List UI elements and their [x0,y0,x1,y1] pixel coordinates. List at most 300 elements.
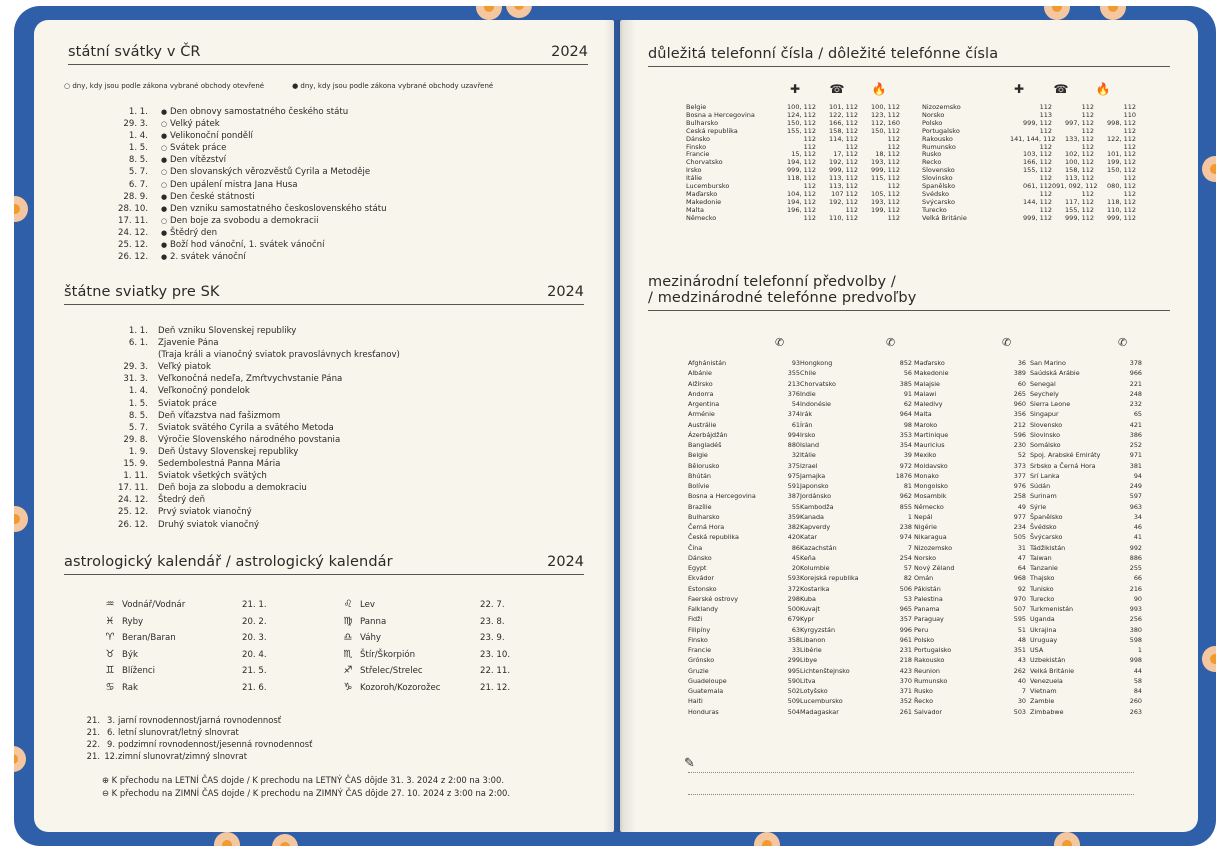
prefix-country: Rakousko [914,656,945,665]
holiday-name: Sviatok všetkých svätých [158,471,267,482]
fire-number: 999, 112 [1107,213,1136,222]
prefix-row [914,614,1026,624]
prefix-row [1030,594,1142,604]
prefix-code: 389 [1013,369,1026,378]
ambulance-number: 155, 112 [787,126,816,135]
prefix-country: Taiwan [1030,553,1052,562]
prefix-row [1030,655,1142,665]
prefix-row [800,635,912,645]
holiday-row [118,215,387,227]
prefix-code: 258 [1013,492,1026,501]
prefix-code: 51 [1017,625,1026,634]
holiday-date: 29. 8. [123,434,148,445]
legend-open: ○ dny, kdy jsou podle zákona vybrané obchody otevřené [64,82,265,90]
prefixes-column-2 [800,358,912,717]
fire-number: 112 [1123,126,1136,135]
prefix-row [914,635,1026,645]
prefix-row [1030,461,1142,471]
dst-winter: ⊖ K přechodu na ZIMNÍ ČAS dojde / K prechodu na ZIMNÝ ČAS dôjde 27. 10. 2024 z 3:00 na 2:00. [102,787,511,798]
prefix-country: Švédsko [1030,523,1057,531]
holiday-date: 1. 9. [128,446,148,457]
prefix-row [688,522,800,532]
holiday-row [118,337,400,349]
holiday-name: Deň boja za slobodu a demokraciu [158,483,307,494]
holiday-date: 26. 12. [118,252,149,263]
prefix-row [688,584,800,594]
prefix-code: 972 [899,461,912,470]
prefix-code: 356 [1013,410,1026,419]
holiday-date: 17. 11. [118,215,149,226]
police-number: 158, 112 [1065,166,1094,175]
legend-closed: ● dny, kdy jsou podle zákona vybrané obchody uzavřené [292,82,494,90]
phone-country: Španělsko [922,183,956,191]
prefix-country: Slovinsko [1030,430,1061,439]
prefix-row [914,430,1026,440]
prefix-row [914,512,1026,522]
prefix-country: Belgie [688,451,708,460]
prefix-code: 66 [1133,574,1142,583]
prefix-code: 1876 [895,471,912,480]
phone-country: Turecko [922,206,947,214]
prefix-code: 32 [791,451,800,460]
prefix-row [688,450,800,460]
prefix-row [1030,379,1142,389]
prefix-country: San Marino [1030,359,1066,367]
prefix-code: 43 [1017,656,1026,665]
prefix-code: 965 [899,605,912,613]
prefixes-header [648,274,1170,311]
zodiac-sign-icon: ♈ [105,632,115,644]
prefix-country: Seychely [1030,389,1059,398]
prefix-row [800,686,912,696]
prefix-row [800,358,912,368]
prefix-country: Finsko [688,635,708,644]
prefix-code: 595 [1013,615,1026,624]
prefix-code: 20 [791,564,800,572]
prefix-row [688,676,800,686]
prefix-row [800,666,912,676]
prefix-country: Tanzanie [1030,564,1058,572]
prefix-row [688,368,800,378]
prefix-code: 593 [787,574,800,583]
prefixes-column-3 [914,358,1026,717]
prefix-country: Dánsko [688,553,712,562]
prefix-code: 880 [787,441,800,449]
prefix-country: Srbsko a Černá Hora [1030,461,1096,470]
prefix-code: 378 [1129,359,1142,367]
zodiac-name: Rak [122,682,139,693]
prefix-code: 213 [787,379,800,388]
season-row [86,714,312,726]
holiday-date: 31. 3. [123,374,148,385]
prefix-code: 265 [1013,389,1026,398]
phone-country: Švédsko [922,190,949,198]
zodiac-sign-icon: ♊ [105,665,115,677]
police-number: 192, 112 [829,158,858,167]
prefix-code: 359 [787,512,800,521]
prefix-row [914,481,1026,491]
prefix-row [1030,522,1142,532]
ambulance-number: 112 [803,134,816,143]
phone-country: Slovensko [922,167,955,175]
prefix-row [688,604,800,614]
holiday-name: Štedrý deň [158,495,206,506]
holiday-date: 8. 5. [128,410,148,421]
prefix-row [688,502,800,512]
prefix-row [1030,666,1142,676]
holiday-row [118,373,400,385]
phone-country: Norsko [922,111,945,119]
prefix-code: 81 [903,482,912,490]
prefix-country: Kuvajt [800,605,820,613]
phone-row [922,104,1136,112]
prefix-row [800,399,912,409]
prefix-code: 61 [791,420,800,429]
zodiac-sign-icon: ♉ [105,648,115,660]
prefix-row [688,696,800,706]
holiday-date [118,349,158,361]
prefix-country: Peru [914,625,929,634]
holiday-name: Den boje za svobodu a demokracii [170,215,319,226]
season-month: 12. [104,751,118,761]
zodiac-sign-icon: ♓ [105,615,115,627]
holiday-date: 15. 9. [123,459,148,470]
prefix-row [1030,543,1142,553]
prefix-code: 963 [1129,502,1142,511]
prefix-code: 7 [1021,687,1026,695]
prefix-row [1030,625,1142,635]
prefix-country: Paraguay [914,615,944,624]
phone-row [686,207,900,215]
prefix-code: 976 [1013,482,1026,490]
prefix-country: Austrálie [688,420,717,429]
flower-decoration [1044,6,1070,20]
prefix-code: 998 [1129,656,1142,665]
flower-decoration [1202,646,1216,672]
prefix-country: Saúdská Arábie [1030,369,1080,378]
prefix-country: Srí Lanka [1030,471,1060,480]
season-row [86,738,312,750]
holiday-name: Velikonoční pondělí [170,131,253,142]
prefix-code: 974 [899,533,912,542]
police-number: 107 112 [831,189,858,198]
prefix-row [800,625,912,635]
prefix-code: 49 [1017,502,1026,511]
prefix-country: Albánie [688,369,712,378]
season-row [86,750,312,762]
fire-number: 18, 112 [875,150,900,159]
phone-country: Dánsko [686,135,711,143]
holiday-date: 1. 5. [128,398,148,409]
phone-country: Lucembursko [686,183,730,191]
prefix-country: Filipíny [688,625,711,634]
phone-country: Polsko [922,119,943,127]
prefix-code: 598 [1129,635,1142,644]
phones-title: důležitá telefonní čísla / dôležité telefónne čísla [648,46,999,62]
notes-line[interactable] [688,772,1134,773]
zodiac-date: 21. 1. [242,600,267,610]
prefix-country: Gruzie [688,666,709,675]
prefix-code: 231 [899,646,912,654]
prefix-row [688,461,800,471]
prefix-code: 34 [1133,512,1142,521]
holiday-shop-marker: ○ [160,144,168,153]
holiday-date: 6. 7. [128,179,148,190]
fire-number: 112 [1123,174,1136,183]
prefix-country: Salvador [914,707,943,716]
holiday-shop-marker: ● [160,204,168,213]
holiday-row [118,506,400,518]
holiday-name: Deň vzniku Slovenskej republiky [158,326,297,336]
phone-row [686,128,900,136]
fire-number: 080, 112 [1107,182,1136,191]
prefix-row [1030,686,1142,696]
prefix-code: 256 [1129,615,1142,624]
prefix-code: 355 [787,369,800,378]
holiday-name: Den slovanských věrozvěstů Cyrila a Metoděje [170,167,371,178]
prefix-country: Maledivy [914,400,943,408]
holiday-row [118,385,400,397]
flower-decoration [14,196,28,222]
holiday-name: Svátek práce [170,143,227,154]
prefixes-title-2: / medzinárodné telefónne predvoľby [648,290,917,306]
prefix-row [1030,358,1142,368]
prefix-code: 380 [1129,625,1142,634]
prefix-row [914,409,1026,419]
prefix-country: Černá Hora [688,523,725,531]
prefix-row [914,358,1026,368]
zodiac-name: Beran/Baran [122,633,176,644]
holiday-date: 25. 12. [118,507,149,518]
phone-country: Rakousko [922,135,953,143]
phone-icon: ✆ [1118,336,1128,349]
prefix-row [914,666,1026,676]
prefix-row [914,686,1026,696]
prefix-country: Maroko [914,420,938,429]
zodiac-row [336,647,516,664]
holiday-shop-marker: ● [160,108,168,116]
prefix-country: Alžírsko [688,379,713,388]
prefix-row [914,543,1026,553]
phone-country: Maďarsko [686,190,718,198]
holiday-name: Deň víťazstva nad fašizmom [158,410,281,421]
prefix-row [914,707,1026,717]
prefix-row [800,522,912,532]
prefix-row [688,532,800,542]
police-number: 112 [1081,142,1094,151]
prefix-row [1030,614,1142,624]
prefix-code: 855 [899,502,912,511]
fire-number: 998, 112 [1107,118,1136,127]
holiday-shop-marker: ● [160,132,168,141]
prefix-country: Malajsie [914,379,940,388]
prefix-code: 504 [787,707,800,716]
phone-row [686,136,900,144]
police-number: 113, 112 [1065,174,1094,183]
prefix-row [1030,573,1142,583]
prefix-row [1030,645,1142,655]
prefix-country: Lucembursko [800,697,843,706]
prefix-country: Martinique [914,430,949,439]
prefix-code: 387 [787,492,800,501]
prefix-country: Grónsko [688,656,715,665]
season-month: 6. [107,727,115,737]
ambulance-number: 999, 112 [1023,118,1052,127]
prefix-row [914,594,1026,604]
fire-number: 112 [1123,142,1136,151]
zodiac-row [98,680,278,697]
flower-decoration [1202,156,1216,182]
prefix-country: Litva [800,676,816,685]
prefix-code: 45 [791,553,800,562]
prefix-row [1030,420,1142,430]
prefix-country: Arménie [688,410,715,419]
prefix-country: Falklandy [688,605,719,613]
police-number: 113, 112 [829,174,858,183]
fire-number: 112 [887,142,900,151]
prefix-country: Guatemala [688,687,724,695]
prefix-row [800,563,912,573]
fire-number: 101, 112 [1107,150,1136,159]
fire-number: 150, 112 [871,126,900,135]
police-icon: ☎ [1053,82,1069,96]
holiday-row [118,494,400,506]
phone-row [922,215,1136,223]
zodiac-sign-icon: ♎ [343,632,353,644]
prefix-row [914,604,1026,614]
prefix-country: Rusko [914,687,933,695]
holiday-date: 17. 11. [118,483,149,494]
holiday-row [118,130,387,142]
holiday-date: 1. 1. [128,326,148,336]
prefix-row [914,553,1026,563]
phone-row [922,120,1136,128]
prefix-country: Tunisko [1030,584,1054,593]
prefix-country: Rumunsko [914,676,948,685]
prefix-code: 386 [1129,430,1142,439]
police-number: 133, 112 [1065,134,1094,143]
zodiac-row [98,614,278,631]
prefix-code: 502 [787,687,800,695]
prefix-country: Somálsko [1030,441,1061,449]
prefix-row [800,532,912,542]
prefix-country: Turkmenistán [1030,605,1074,613]
prefix-row [914,399,1026,409]
police-number: 114, 112 [829,134,858,143]
holiday-date: 1. 11. [123,471,148,482]
prefix-code: 64 [1017,564,1026,572]
prefixes-title-1: mezinárodní telefonní předvolby / [648,274,896,290]
phone-country: Malta [686,206,704,214]
prefix-code: 960 [1013,400,1026,408]
prefix-code: 232 [1129,400,1142,408]
zodiac-name: Panna [360,616,387,627]
police-number: 102, 112 [1065,150,1094,159]
holiday-date: 5. 7. [128,422,148,433]
holiday-name: Štědrý den [170,227,218,238]
holiday-date: 6. 1. [128,338,148,349]
prefix-code: 31 [1017,543,1026,552]
prefix-code: 238 [899,523,912,531]
prefix-row [914,461,1026,471]
prefix-row [914,450,1026,460]
prefix-row [688,420,800,430]
ambulance-number: 112 [1039,174,1052,183]
holiday-name: Den upálení mistra Jana Husa [170,179,298,190]
prefix-row [688,614,800,624]
prefix-country: Pákistán [914,584,941,593]
prefix-country: Norsko [914,553,937,562]
prefix-country: Mauricius [914,441,945,449]
prefix-row [914,522,1026,532]
prefix-code: 506 [899,584,912,593]
ambulance-number: 144, 112 [1023,197,1052,206]
cz-holiday-list [118,106,387,263]
prefixes-column-1 [688,358,800,717]
police-number: 112 [1081,110,1094,119]
prefix-row [800,491,912,501]
prefix-row [688,594,800,604]
prefix-country: Jordánsko [800,492,832,501]
prefix-code: 255 [1129,564,1142,572]
astro-column-1 [98,597,278,697]
prefix-row [800,645,912,655]
dst-notes [102,774,510,799]
zodiac-sign-icon: ♒ [105,599,115,610]
prefix-row [1030,584,1142,594]
prefix-row [688,645,800,655]
ambulance-number: 112 [1039,205,1052,214]
zodiac-sign-icon: ♍ [343,615,353,627]
holiday-name: Den obnovy samostatného českého státu [170,107,349,117]
police-number: 112 [845,142,858,151]
prefix-row [688,686,800,696]
prefix-country: Indonésie [800,400,831,408]
phone-row [686,175,900,183]
prefix-row [688,635,800,645]
phones-column-2 [922,104,1136,223]
right-page [620,20,1198,832]
prefix-country: Afghánistán [688,359,727,367]
fire-number: 112 [1123,189,1136,198]
fire-number: 112 [887,134,900,143]
holiday-row [118,251,387,263]
prefix-code: 996 [899,625,912,634]
ambulance-number: 112 [803,142,816,151]
holiday-shop-marker: ● [160,241,168,250]
prefix-code: 82 [903,574,912,583]
prefix-row [800,512,912,522]
prefix-country: Fidži [688,615,703,624]
phone-country: Slovinsko [922,175,953,183]
prefix-country: Nový Zéland [914,564,955,572]
phone-country: Rusko [922,151,942,159]
notes-line[interactable] [688,794,1134,795]
prefix-row [800,368,912,378]
season-day: 21. [86,751,100,761]
prefix-country: Indie [800,389,816,398]
holiday-name: Druhý sviatok vianočný [158,519,260,530]
prefix-country: Německo [914,502,944,511]
holiday-name: Výročie Slovenského národného povstania [158,434,341,445]
phone-icon: ✆ [1002,336,1012,349]
phone-country: Česká republika [686,127,738,135]
prefix-country: Nikaragua [914,533,947,542]
holiday-shop-marker: ● [160,156,168,165]
prefix-country: Palestina [914,594,943,603]
prefix-country: Kolumbie [800,564,830,572]
prefix-code: 423 [899,666,912,675]
